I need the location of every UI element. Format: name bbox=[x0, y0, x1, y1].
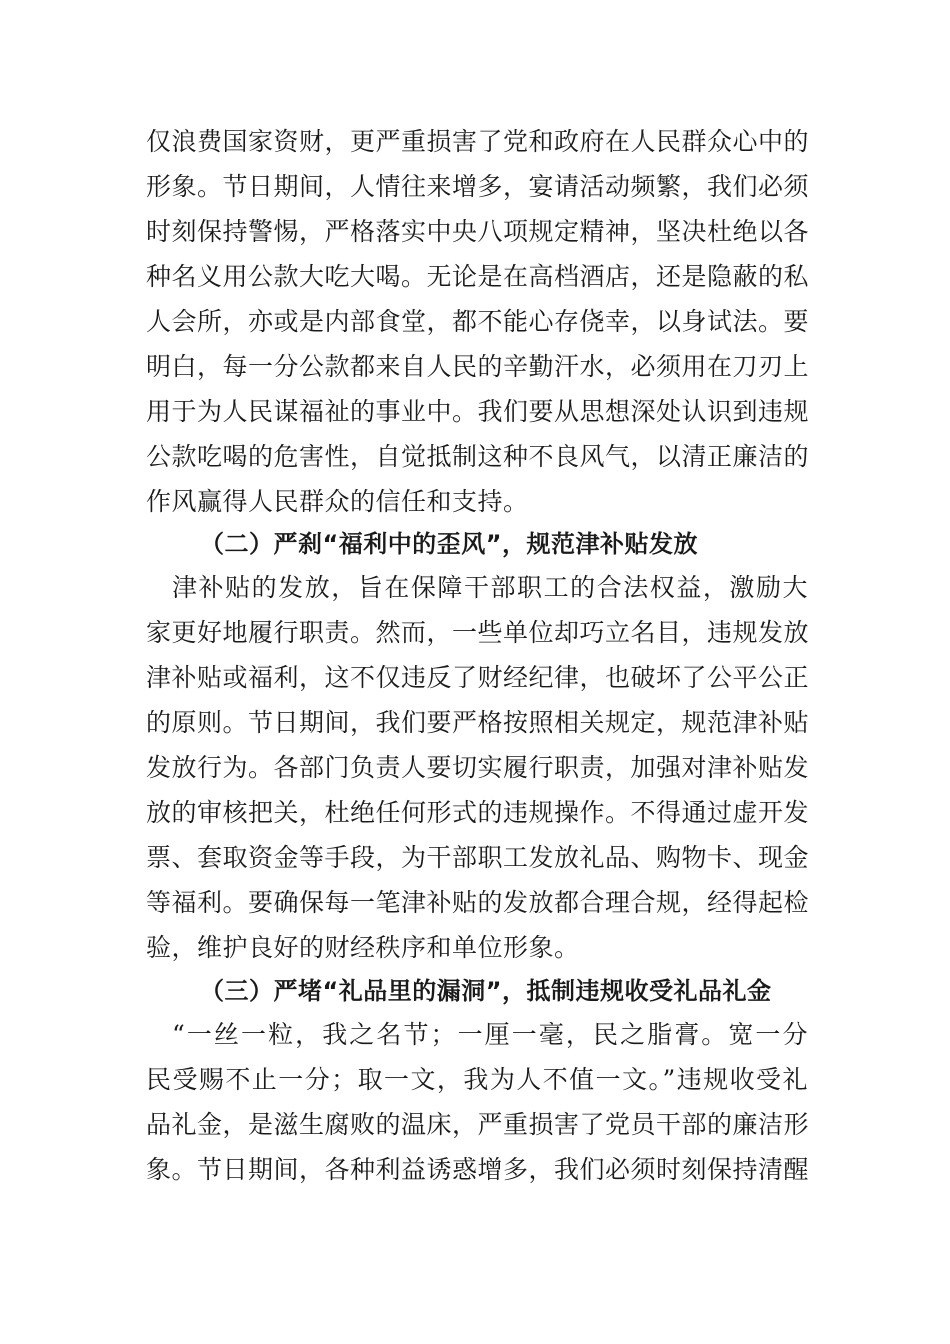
text-line: 民受赐不止一分；取一文，我为人不值一文。”违规收受礼 bbox=[146, 1065, 808, 1094]
text-line: 票、套取资金等手段，为干部职工发放礼品、购物卡、现金 bbox=[146, 843, 810, 872]
text-line: 家更好地履行职责。然而，一些单位却巧立名目，违规发放 bbox=[146, 618, 810, 647]
section-heading-2: （二）严刹“福利中的歪风”，规范津补贴发放 bbox=[200, 530, 699, 558]
text-line: 发放行为。各部门负责人要切实履行职责，加强对津补贴发 bbox=[146, 753, 810, 782]
text-line: 象。节日期间，各种利益诱惑增多，我们必须时刻保持清醒 bbox=[146, 1155, 810, 1184]
text-line: “一丝一粒，我之名节；一厘一毫，民之脂膏。宽一分 bbox=[172, 1020, 808, 1049]
text-line: 公款吃喝的危害性，自觉抵制这种不良风气，以清正廉洁的 bbox=[146, 442, 810, 471]
text-line: 作风赢得人民群众的信任和支持。 bbox=[146, 487, 529, 516]
text-line: 品礼金，是滋生腐败的温床，严重损害了党员干部的廉洁形 bbox=[146, 1110, 810, 1139]
text-line: 人会所，亦或是内部食堂，都不能心存侥幸，以身试法。要 bbox=[146, 307, 810, 336]
text-line: 津补贴的发放，旨在保障干部职工的合法权益，激励大 bbox=[172, 573, 808, 602]
text-line: 等福利。要确保每一笔津补贴的发放都合理合规，经得起检 bbox=[146, 888, 810, 917]
section-heading-3: （三）严堵“礼品里的漏洞”，抵制违规收受礼品礼金 bbox=[200, 977, 772, 1005]
text-line: 验，维护良好的财经秩序和单位形象。 bbox=[146, 933, 580, 962]
text-line: 明白，每一分公款都来自人民的辛勤汗水，必须用在刀刃上 bbox=[146, 352, 810, 381]
text-line: 津补贴或福利，这不仅违反了财经纪律，也破坏了公平公正 bbox=[146, 663, 810, 692]
text-line: 仅浪费国家资财，更严重损害了党和政府在人民群众心中的 bbox=[146, 127, 810, 156]
text-line: 用于为人民谋福祉的事业中。我们要从思想深处认识到违规 bbox=[146, 397, 810, 426]
text-line: 种名义用公款大吃大喝。无论是在高档酒店，还是隐蔽的私 bbox=[146, 262, 810, 291]
text-line: 形象。节日期间，人情往来增多，宴请活动频繁，我们必须 bbox=[146, 172, 810, 201]
text-line: 时刻保持警惕，严格落实中央八项规定精神，坚决杜绝以各 bbox=[146, 217, 810, 246]
text-line: 放的审核把关，杜绝任何形式的违规操作。不得通过虚开发 bbox=[146, 798, 810, 827]
text-line: 的原则。节日期间，我们要严格按照相关规定，规范津补贴 bbox=[146, 708, 810, 737]
